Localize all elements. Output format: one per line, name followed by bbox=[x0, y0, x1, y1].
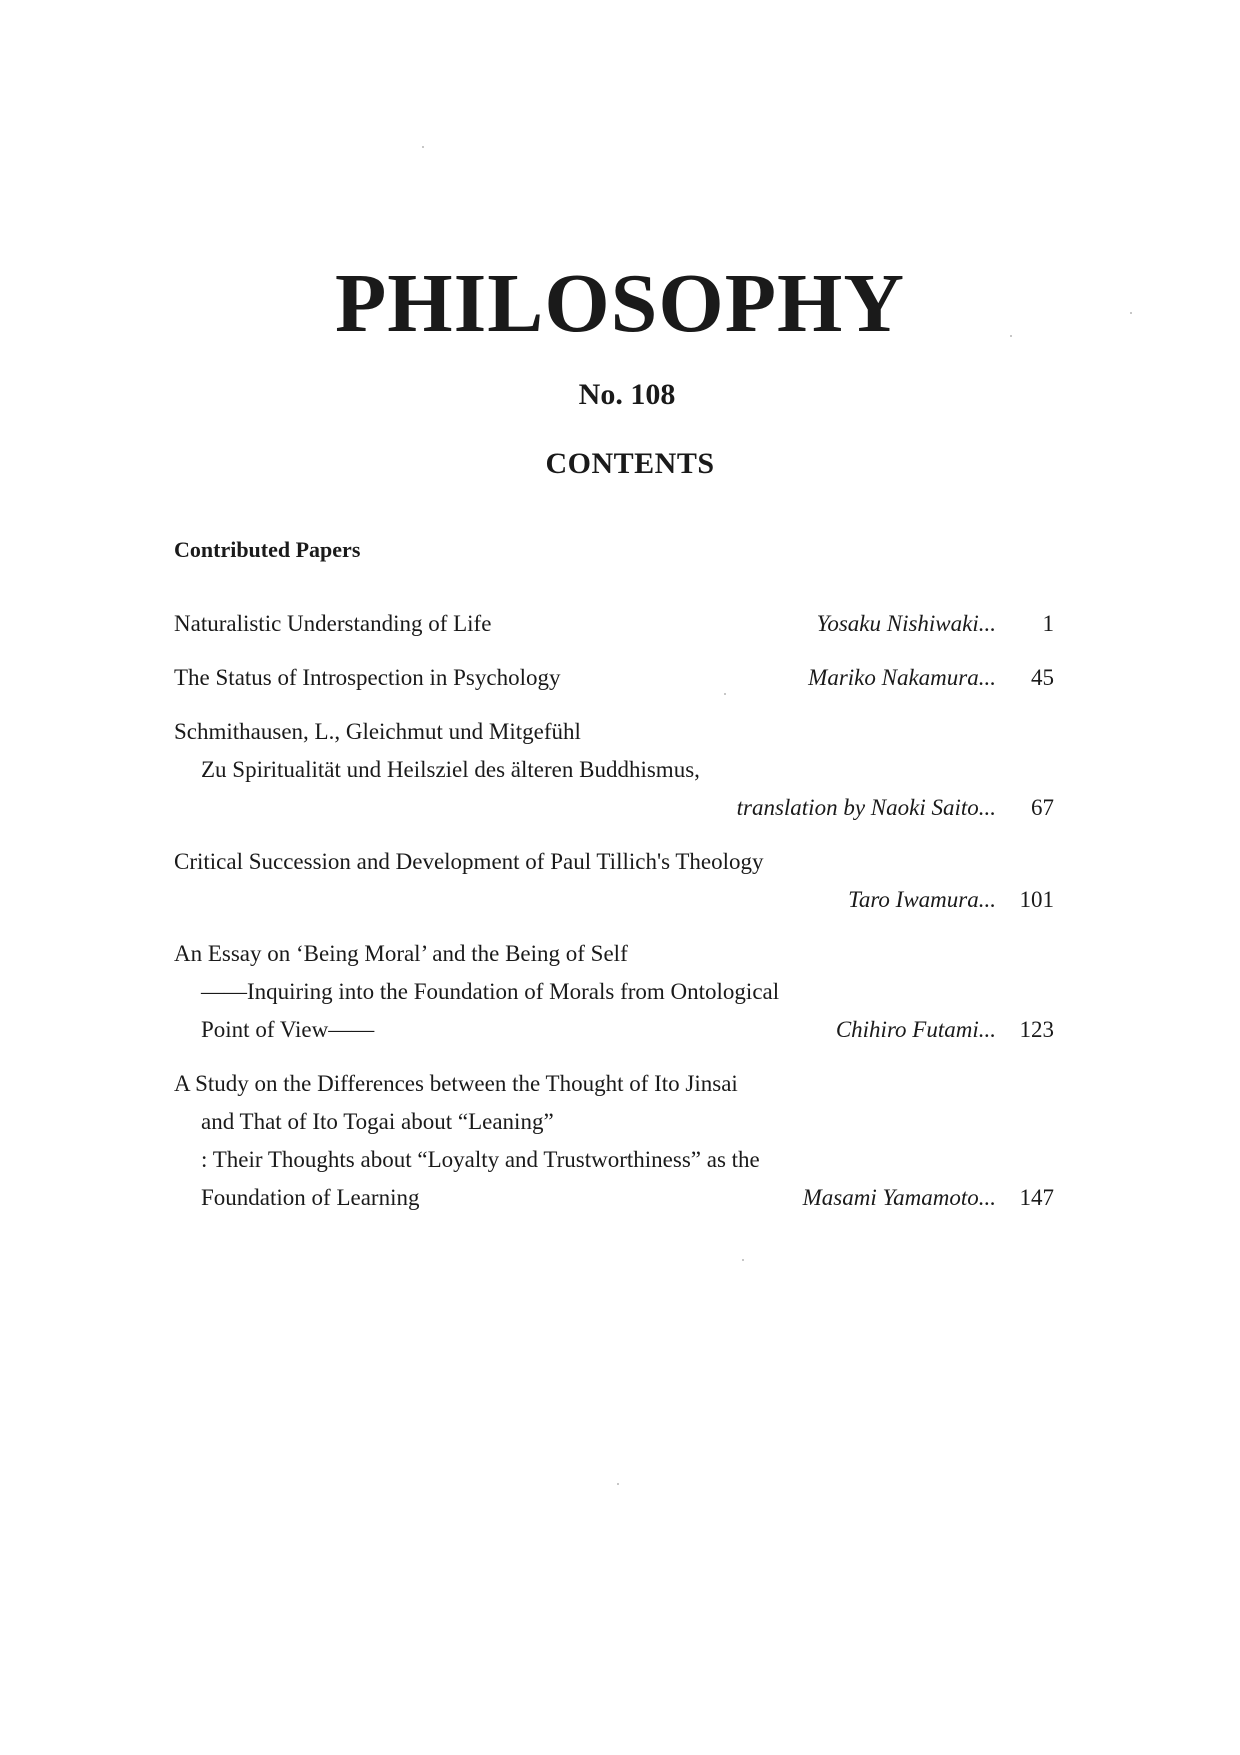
entry-page-number: 45 bbox=[1031, 665, 1054, 690]
scan-speck bbox=[422, 146, 424, 148]
scan-speck bbox=[617, 1483, 619, 1485]
toc-entry bbox=[174, 605, 1054, 643]
toc-entry-line bbox=[174, 1103, 1054, 1141]
toc-entry-line bbox=[174, 1179, 1054, 1217]
entry-title: Naturalistic Understanding of Life bbox=[174, 611, 492, 636]
entry-author: Taro Iwamura... bbox=[848, 887, 996, 912]
toc-entry-line bbox=[174, 1065, 1054, 1103]
table-of-contents bbox=[174, 605, 1054, 1233]
scan-speck bbox=[1130, 312, 1132, 314]
toc-entry-line bbox=[174, 789, 1054, 827]
scan-speck bbox=[724, 693, 726, 695]
contents-heading: CONTENTS bbox=[545, 447, 715, 480]
entry-subtitle: Zu Spiritualität und Heilsziel des älteren Buddhismus, bbox=[201, 757, 700, 782]
entry-subtitle: : Their Thoughts about “Loyalty and Trustworthiness” as the bbox=[201, 1147, 760, 1172]
entry-subtitle: and That of Ito Togai about “Leaning” bbox=[201, 1109, 554, 1134]
toc-entry-line bbox=[174, 713, 1054, 751]
entry-title: An Essay on ‘Being Moral’ and the Being of Self bbox=[174, 941, 628, 966]
toc-entry bbox=[174, 713, 1054, 827]
toc-entry-line bbox=[174, 751, 1054, 789]
toc-entry-line bbox=[174, 973, 1054, 1011]
scan-speck bbox=[1010, 335, 1012, 337]
toc-entry-line bbox=[174, 843, 1054, 881]
issue-number: No. 108 bbox=[578, 378, 676, 411]
journal-title: PHILOSOPHY bbox=[334, 257, 906, 350]
entry-page-number: 1 bbox=[1042, 611, 1054, 636]
entry-author: Chihiro Futami... bbox=[835, 1017, 996, 1042]
toc-entry bbox=[174, 843, 1054, 919]
entry-title: Schmithausen, L., Gleichmut und Mitgefühl bbox=[174, 719, 581, 744]
entry-subtitle: Foundation of Learning bbox=[201, 1185, 420, 1210]
toc-entry bbox=[174, 659, 1054, 697]
toc-entry bbox=[174, 935, 1054, 1049]
entry-subtitle: ——Inquiring into the Foundation of Morals from Ontological bbox=[201, 979, 780, 1004]
toc-entry-line bbox=[174, 605, 1054, 643]
entry-page-number: 67 bbox=[1031, 795, 1054, 820]
entry-title: The Status of Introspection in Psychology bbox=[174, 665, 561, 690]
entry-author: translation by Naoki Saito... bbox=[736, 795, 996, 820]
entry-author: Mariko Nakamura... bbox=[808, 665, 996, 690]
entry-title: Critical Succession and Development of Paul Tillich's Theology bbox=[174, 849, 764, 874]
toc-entry-line bbox=[174, 935, 1054, 973]
section-heading: Contributed Papers bbox=[174, 537, 361, 562]
toc-entry bbox=[174, 1065, 1054, 1217]
entry-author: Yosaku Nishiwaki... bbox=[816, 611, 996, 636]
entry-page-number: 147 bbox=[1019, 1185, 1054, 1210]
entry-subtitle: Point of View—— bbox=[201, 1017, 375, 1042]
entry-title: A Study on the Differences between the Thought of Ito Jinsai bbox=[174, 1071, 738, 1096]
entry-author: Masami Yamamoto... bbox=[802, 1185, 996, 1210]
scan-speck bbox=[742, 1259, 744, 1261]
toc-entry-line bbox=[174, 881, 1054, 919]
toc-entry-line bbox=[174, 1141, 1054, 1179]
entry-page-number: 101 bbox=[1019, 887, 1054, 912]
entry-page-number: 123 bbox=[1019, 1017, 1054, 1042]
toc-entry-line bbox=[174, 1011, 1054, 1049]
toc-entry-line bbox=[174, 659, 1054, 697]
